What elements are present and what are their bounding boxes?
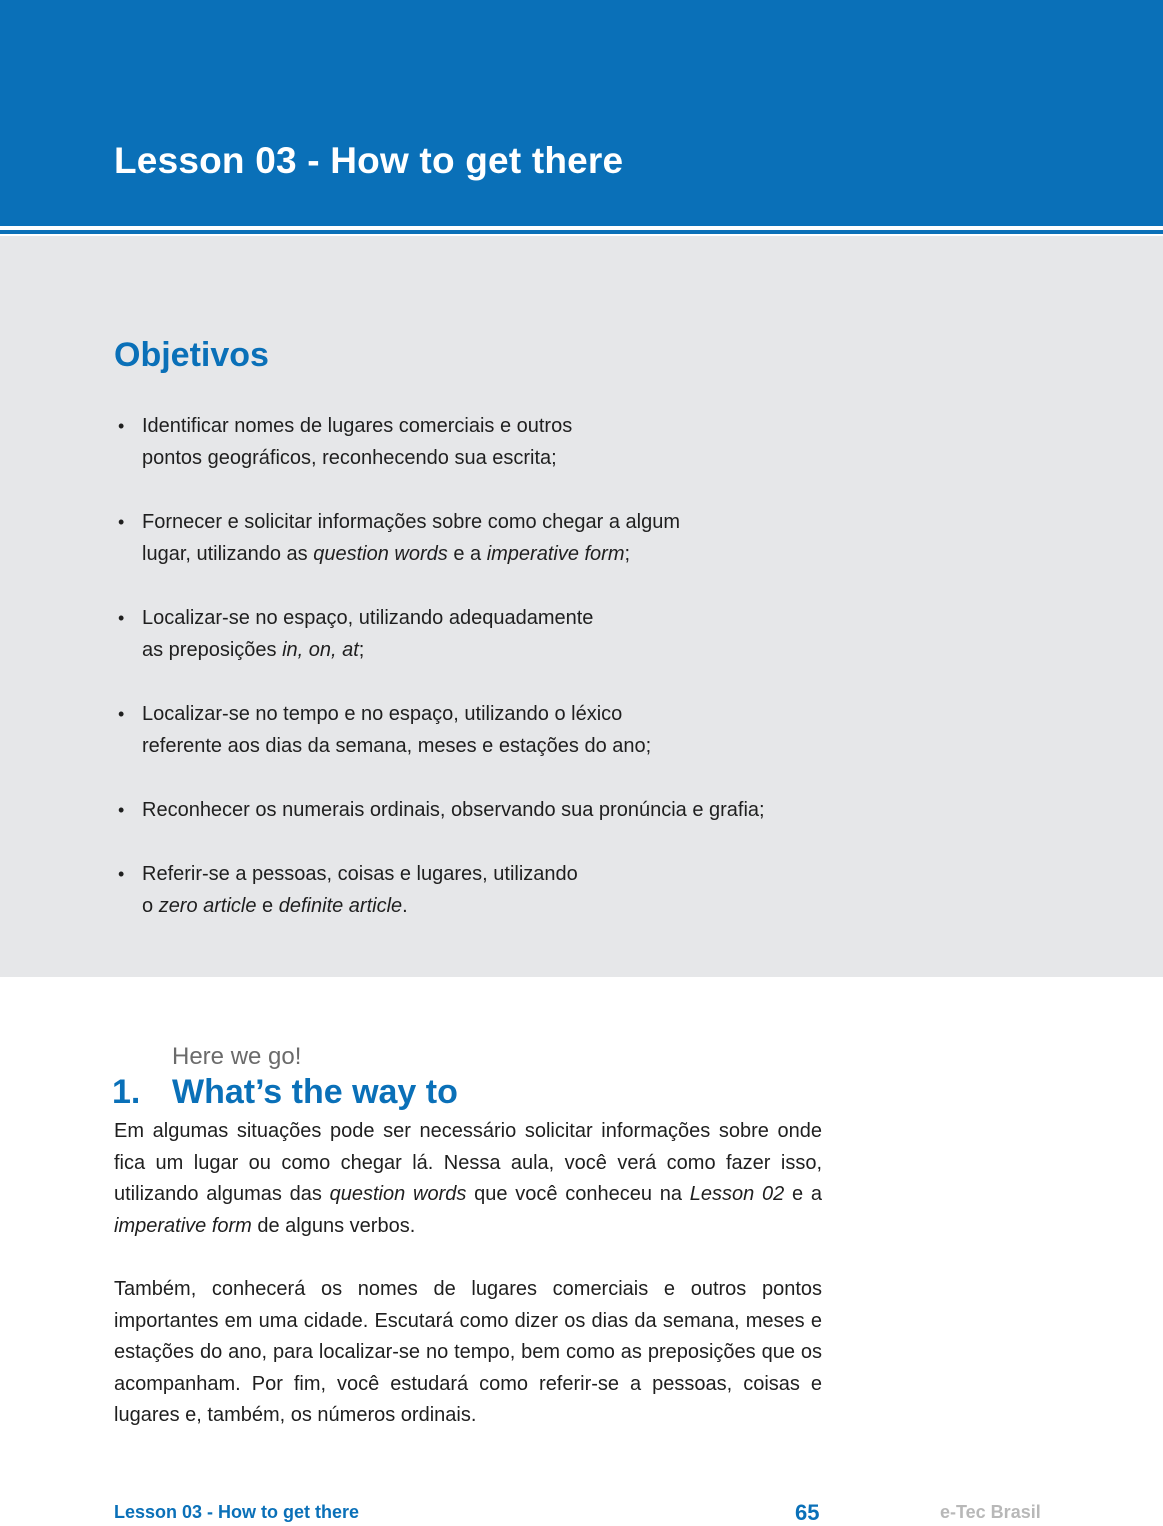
- intro-paragraph: Em algumas situações pode ser necessário solicitar informações sobre onde fica um lugar ou como chegar lá. Nessa aula, você verá como fazer isso, utilizando algumas das question words que você conheceu na Lesson 02 e a imperative form de alguns verbos.: [114, 1120, 823, 1237]
- objective-item: [118, 794, 765, 826]
- objective-line: Localizar-se no espaço, utilizando adequadamente: [142, 607, 594, 629]
- objective-item: [118, 858, 578, 922]
- objectives-heading: Objetivos: [114, 336, 269, 374]
- objective-line: Reconhecer os numerais ordinais, observando sua pronúncia e grafia;: [142, 799, 765, 821]
- objective-line: as preposições in, on, at;: [142, 639, 365, 661]
- page-number: 65: [795, 1500, 820, 1525]
- body-paragraph: Também, conhecerá os nomes de lugares comerciais e outros pontos importantes em uma cidade. Escutará como dizer os dias da semana, meses e estações do ano, para localizar-se no tempo, bem como as preposições que os acompanham. Por fim, você estudará como referir-se a pessoas, coisas e lugares e, também, os números ordinais.: [114, 1278, 822, 1426]
- bullet-icon: •: [118, 608, 125, 628]
- bullet-icon: •: [118, 512, 125, 532]
- objective-line: Identificar nomes de lugares comerciais e outros: [142, 415, 573, 437]
- bullet-icon: •: [118, 416, 125, 436]
- objective-line: o zero article e definite article.: [142, 895, 408, 917]
- bullet-icon: •: [118, 864, 125, 884]
- footer-lesson-title: Lesson 03 - How to get there: [114, 1502, 360, 1522]
- objective-item: [118, 602, 594, 666]
- section-kicker: Here we go!: [172, 1043, 302, 1070]
- section-number: 1.: [112, 1073, 141, 1111]
- section-heading: [112, 1073, 458, 1112]
- objective-item: [118, 698, 652, 762]
- objective-item: [118, 410, 573, 474]
- objective-line: referente aos dias da semana, meses e estações do ano;: [142, 735, 652, 757]
- footer-brand: e-Tec Brasil: [940, 1502, 1041, 1522]
- objective-line: Localizar-se no tempo e no espaço, utilizando o léxico: [142, 703, 623, 725]
- objective-item: [118, 506, 681, 570]
- objective-line: Fornecer e solicitar informações sobre como chegar a algum: [142, 511, 681, 533]
- objective-line: pontos geográficos, reconhecendo sua escrita;: [142, 447, 557, 469]
- header-rule: [0, 230, 1163, 234]
- objective-line: Referir-se a pessoas, coisas e lugares, utilizando: [142, 863, 578, 885]
- lesson-title: Lesson 03 - How to get there: [114, 140, 624, 181]
- section-title: What’s the way to: [172, 1073, 458, 1111]
- header-band: [0, 0, 1163, 226]
- bullet-icon: •: [118, 704, 125, 724]
- objective-line: lugar, utilizando as question words e a imperative form;: [142, 543, 631, 565]
- bullet-icon: •: [118, 800, 125, 820]
